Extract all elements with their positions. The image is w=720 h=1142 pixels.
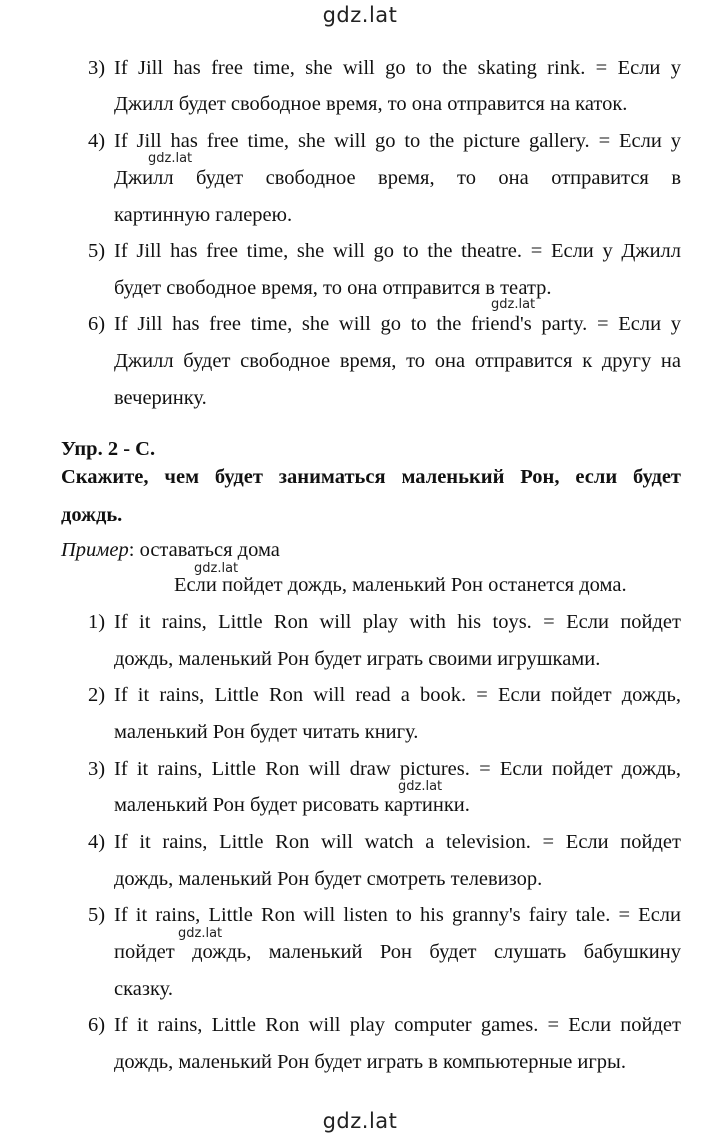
exercise-task: Скажите, чем будет заниматься маленький Рон, если будет: [61, 466, 681, 488]
watermark-top: gdz.lat: [322, 3, 398, 27]
example-answer: Если пойдет дождь, маленький Рон останется дома.: [174, 574, 627, 596]
list-item-line: Джилл будет свободное время, то она отправится в: [114, 167, 681, 189]
list-number: 4): [88, 130, 106, 152]
watermark-inline: gdz.lat: [148, 151, 193, 166]
list-item-line: картинную галерею.: [114, 204, 293, 226]
list-item-line: Джилл будет свободное время, то она отправится на каток.: [114, 93, 628, 115]
list-number: 3): [88, 57, 106, 79]
list-item-line: будет свободное время, то она отправится в театр.: [114, 277, 552, 299]
list-number: 6): [88, 313, 106, 335]
list-item-line: дождь, маленький Рон будет играть в компьютерные игры.: [114, 1051, 626, 1073]
list-item-line: вечеринку.: [114, 387, 207, 409]
list-item-line: Джилл будет свободное время, то она отправится к другу на: [114, 350, 681, 372]
list-number: 5): [88, 904, 106, 926]
list-item-line: If it rains, Little Ron will play computer games. = Если пойдет: [114, 1014, 681, 1036]
watermark-bottom: gdz.lat: [322, 1109, 398, 1133]
list-number: 3): [88, 758, 106, 780]
watermark-inline: gdz.lat: [398, 779, 443, 794]
list-number: 6): [88, 1014, 106, 1036]
list-item-line: If it rains, Little Ron will listen to his granny's fairy tale. = Если: [114, 904, 681, 926]
exercise-task: дождь.: [61, 504, 123, 526]
list-item-line: маленький Рон будет рисовать картинки.: [114, 794, 470, 816]
list-number: 5): [88, 240, 106, 262]
exercise-title: Упр. 2 - С.: [61, 438, 156, 460]
list-item-line: If it rains, Little Ron will play with his toys. = Если пойдет: [114, 611, 681, 633]
list-item-line: If Jill has free time, she will go to the picture gallery. = Если у: [114, 130, 681, 152]
list-item-line: пойдет дождь, маленький Рон будет слушать бабушкину: [114, 941, 681, 963]
list-number: 2): [88, 684, 106, 706]
watermark-inline: gdz.lat: [194, 561, 239, 576]
list-item-line: If it rains, Little Ron will watch a television. = Если пойдет: [114, 831, 681, 853]
list-item-line: If it rains, Little Ron will read a book. = Если пойдет дождь,: [114, 684, 681, 706]
list-item-line: If Jill has free time, she will go to the theatre. = Если у Джилл: [114, 240, 681, 262]
example-text: : оставаться дома: [128, 539, 280, 561]
list-number: 1): [88, 611, 106, 633]
list-item-line: дождь, маленький Рон будет играть своими игрушками.: [114, 648, 601, 670]
watermark-inline: gdz.lat: [178, 926, 223, 941]
list-item-line: дождь, маленький Рон будет смотреть телевизор.: [114, 868, 543, 890]
example-line: [61, 538, 280, 562]
list-item-line: сказку.: [114, 978, 173, 1000]
example-label: Пример: [61, 539, 129, 561]
watermark-inline: gdz.lat: [491, 297, 536, 312]
list-item-line: If Jill has free time, she will go to the friend's party. = Если у: [114, 313, 681, 335]
list-item-line: If it rains, Little Ron will draw pictures. = Если пойдет дождь,: [114, 758, 681, 780]
list-item-line: If Jill has free time, she will go to the skating rink. = Если у: [114, 57, 681, 79]
list-item-line: маленький Рон будет читать книгу.: [114, 721, 419, 743]
list-number: 4): [88, 831, 106, 853]
